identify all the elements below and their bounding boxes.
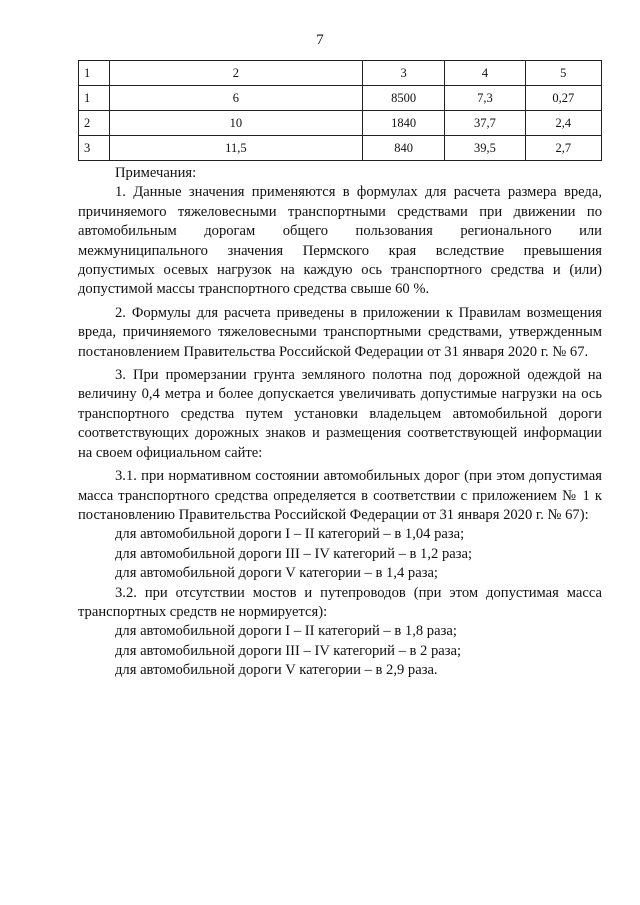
table-cell: 2,7 [525,136,601,161]
table-cell: 39,5 [445,136,525,161]
note-paragraph-3-2: 3.2. при отсутствии мостов и путепроводов (при этом допустимая масса транспортных средств не нормируется): [78,584,602,620]
note-paragraph-3-1: 3.1. при нормативном состоянии автомобильных дорог (при этом допустимая масса транспортного средства определяется в соответствии с приложением № 1 к постановлению Правительства Российской Федерации от 31 января 2020 г. № 67): [78,468,602,523]
notes-section [78,164,602,681]
table-row [79,136,602,161]
table-cell: 2 [109,61,362,86]
table-cell: 10 [109,111,362,136]
table-cell: 2,4 [525,111,601,136]
note-paragraph-3: 3. При промерзании грунта земляного полотна под дорожной одеждой на величину 0,4 метра и более допускается увеличивать допустимые нагрузки на ось транспортного средства путем установки владельцем автомобильной дороги соответствующих дорожных знаков и размещения соответствующей информации на своем официальном сайте: [78,367,602,461]
list-item: для автомобильной дороги V категории – в 2,9 раза. [115,662,438,679]
table-cell: 1840 [362,111,444,136]
table-row [79,111,602,136]
notes-heading: Примечания: [115,165,197,181]
table-cell: 2 [79,111,110,136]
list-item: для автомобильной дороги I – II категорий – в 1,04 раза; [115,526,465,543]
table-cell: 3 [79,136,110,161]
table-cell: 37,7 [445,111,525,136]
table-cell: 8500 [362,86,444,111]
table-cell: 1 [79,86,110,111]
table-cell: 5 [525,61,601,86]
note-paragraph-2: 2. Формулы для расчета приведены в приложении к Правилам возмещения вреда, причиняемого тяжеловесными транспортными средствами, утвержденным постановлением Правительства Российской Федерации от 31 января 2020 г. № 67. [78,304,602,360]
table-cell: 1 [79,61,110,86]
table-cell: 6 [109,86,362,111]
table-cell: 840 [362,136,444,161]
list-item: для автомобильной дороги III – IV категорий – в 2 раза; [115,642,462,659]
page-number: 7 [316,32,324,48]
note-paragraph-1: 1. Данные значения применяются в формулах для расчета размера вреда, причиняемого тяжеловесными транспортными средствами при движении по автомобильным дорогам общего пользования регионального или межмуниципального значения Пермского края вследствие превышения допустимых осевых нагрузок на каждую ось транспортного средства и (или) допустимой массы транспортного средства свыше 60 %. [78,184,602,298]
table-cell: 4 [445,61,525,86]
data-table [78,60,602,161]
table-cell: 3 [362,61,444,86]
list-item: для автомобильной дороги I – II категорий – в 1,8 раза; [115,623,457,640]
table-row [79,86,602,111]
list-item: для автомобильной дороги V категории – в 1,4 раза; [115,565,438,582]
table-cell: 11,5 [109,136,362,161]
table-row [79,61,602,86]
table-cell: 7,3 [445,86,525,111]
list-item: для автомобильной дороги III – IV категорий – в 1,2 раза; [115,545,473,562]
table-cell: 0,27 [525,86,601,111]
